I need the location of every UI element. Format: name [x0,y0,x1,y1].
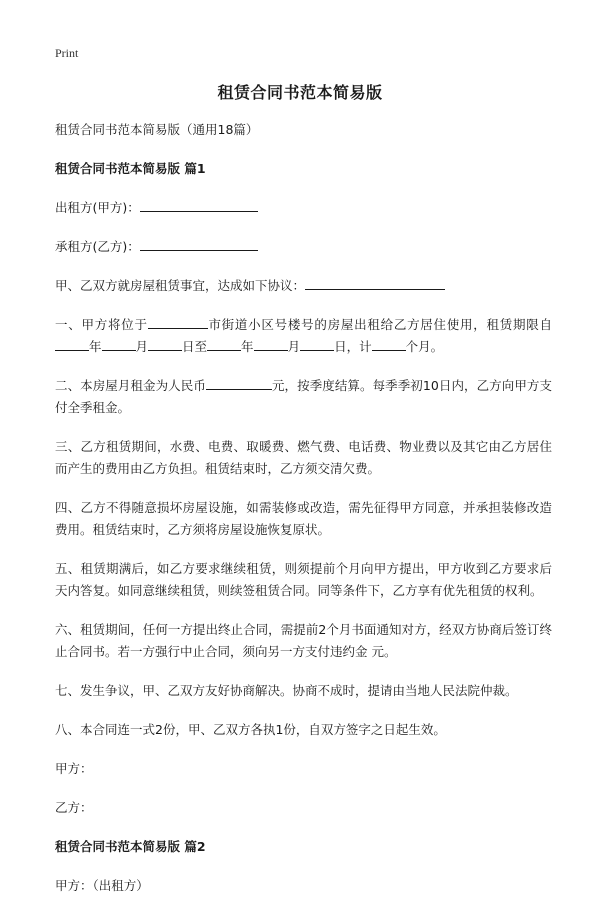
party-a-lessor: 甲方：（出租方） [55,878,149,893]
clause-1-text-g: 月 [287,339,301,354]
clause-2-text-b: 元，按季度结算。每季季初10日内，乙方向甲方支付全季租金。 [55,378,552,415]
clause-1-blank-start-month [102,337,136,351]
clause-2-text-a: 二、本房屋月租金为人民币 [55,378,206,393]
lessee-label: 承租方(乙方)： [55,239,140,254]
lessee-line [55,236,552,258]
clause-1-text-d: 月 [135,339,149,354]
clause-1-blank-end-year [207,337,241,351]
clause-5: 五、租赁期满后，如乙方要求继续租赁，则须提前个月向甲方提出，甲方收到乙方要求后天内答复。如同意继续租赁，则续签租赁合同。同等条件下，乙方享有优先租赁的权利。 [55,561,552,598]
page-title: 租赁合同书范本简易版 [217,83,383,102]
lessor-line [55,197,552,219]
clause-1-text-f: 年 [241,339,254,354]
clause-1-text-c: 年 [89,339,102,354]
clause-3: 三、乙方租赁期间，水费、电费、取暖费、燃气费、电话费、物业费以及其它由乙方居住而产生的费用由乙方负担。租赁结束时，乙方须交清欠费。 [55,439,552,476]
clause-1-blank-location [148,315,208,329]
section-heading-2: 租赁合同书范本简易版 篇2 [55,839,206,854]
clause-1-blank-start-day [148,337,182,351]
clause-1-blank-end-day [300,337,334,351]
print-link[interactable]: Print [55,46,79,60]
clause-2-blank-rent [206,376,272,390]
agreement-blank [305,276,445,290]
document-subtitle: 租赁合同书范本简易版（通用18篇） [55,122,259,137]
clause-6: 六、租赁期间，任何一方提出终止合同，需提前2个月书面通知对方，经双方协商后签订终止合同书。若一方强行中止合同，须向另一方支付违约金 元。 [55,622,552,659]
clause-1 [55,314,552,358]
clause-1-blank-start-year [55,337,89,351]
clause-1-text-b: 市街道小区号楼号的房屋出租给乙方居住使用，租赁期限自 [207,317,552,332]
clause-1-text-a: 一、甲方将位于 [55,317,148,332]
clause-1-text-i: 个月。 [405,339,444,354]
party-a-signature: 甲方： [55,761,93,776]
clause-2 [55,375,552,419]
clause-1-blank-months [372,337,406,351]
agreement-intro: 甲、乙双方就房屋租赁事宜，达成如下协议： [55,278,306,293]
clause-1-text-e: 日至 [182,339,208,354]
document-body [55,119,552,914]
lessor-blank [140,198,258,212]
clause-1-text-h: 日，计 [334,339,372,354]
clause-1-blank-end-month [254,337,288,351]
lessor-label: 出租方(甲方)： [55,200,140,215]
clause-7: 七、发生争议，甲、乙双方友好协商解决。协商不成时，提请由当地人民法院仲裁。 [55,683,518,698]
clause-4: 四、乙方不得随意损坏房屋设施，如需装修或改造，需先征得甲方同意，并承担装修改造费用。租赁结束时，乙方须将房屋设施恢复原状。 [55,500,552,537]
agreement-intro-line [55,275,552,297]
section-heading-1: 租赁合同书范本简易版 篇1 [55,161,206,176]
party-b-signature: 乙方： [55,800,93,815]
clause-8: 八、本合同连一式2份，甲、乙双方各执1份，自双方签字之日起生效。 [55,722,446,737]
lessee-blank [140,237,258,251]
